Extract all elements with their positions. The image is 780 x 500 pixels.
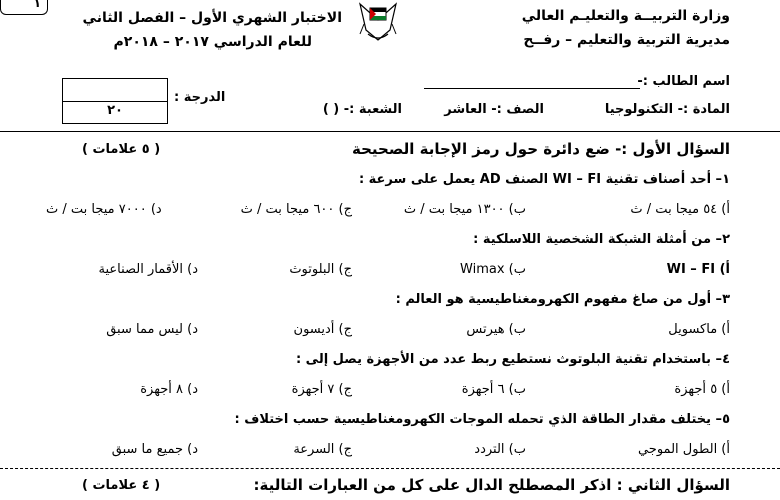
q1-item-5-option-a[interactable]: أ) الطول الموجي	[637, 442, 730, 457]
q1-title: السؤال الأول :- ضع دائرة حول رمز الإجابة الصحيحة	[351, 140, 730, 158]
q1-item-5-option-d[interactable]: د) جميع ما سبق	[111, 442, 198, 457]
q1-q2-divider	[0, 468, 780, 469]
q1-item-1-option-a[interactable]: أ) ٥٤ ميجا بت / ث	[630, 202, 730, 217]
palestine-emblem	[350, 0, 406, 44]
q1-item-4-option-a[interactable]: أ) ٥ أجهزة	[674, 382, 730, 397]
q1-item-3-option-a[interactable]: أ) ماكسويل	[668, 322, 730, 337]
q1-item-5-option-c[interactable]: ج) السرعة	[293, 442, 352, 457]
q1-item-5-text: ٥– يختلف مقدار الطاقة الذي تحمله الموجات الكهرومغناطيسية حسب اختلاف :	[234, 412, 730, 427]
q1-item-4-option-c[interactable]: ج) ٧ أجهزة	[291, 382, 352, 397]
academic-year: للعام الدراسي ٢٠١٧ – ٢٠١٨م	[113, 34, 312, 50]
student-name-label: اسم الطالب :-	[637, 74, 730, 89]
page-number-box	[0, 0, 48, 15]
q1-item-3-option-d[interactable]: د) ليس مما سبق	[106, 322, 198, 337]
exam-title: الاختبار الشهري الأول – الفصل الثاني	[82, 10, 342, 26]
score-label: الدرجة :	[174, 90, 226, 105]
q1-item-1-text: ١– أحد أصناف تقنية WI – FI الصنف AD يعمل على سرعة :	[358, 172, 730, 187]
header-divider	[0, 131, 780, 132]
section-label: الشعبة :- ( )	[322, 102, 402, 117]
q1-item-2-option-a[interactable]: أ) WI – FI	[666, 262, 730, 277]
q1-item-3-text: ٣– أول من صاغ مفهوم الكهرومغناطيسية هو العالم :	[395, 292, 730, 307]
ministry-name: وزارة التربيــة والتعليـم العالي	[521, 8, 730, 24]
q1-item-1-option-c[interactable]: ج) ٦٠٠ ميجا بت / ث	[240, 202, 352, 217]
grade-label: الصف :- العاشر	[444, 102, 544, 117]
q1-item-1-option-b[interactable]: ب) ١٣٠٠ ميجا بت / ث	[403, 202, 526, 217]
q1-item-3-option-c[interactable]: ج) أديسون	[293, 322, 352, 337]
q1-marks: ( ٥ علامات )	[82, 142, 161, 157]
q1-item-2-option-c[interactable]: ج) البلوتوث	[289, 262, 352, 277]
q1-item-2-text: ٢– من أمثلة الشبكة الشخصية اللاسلكية :	[473, 232, 730, 247]
score-input[interactable]	[63, 79, 167, 101]
q1-item-5-option-b[interactable]: ب) التردد	[474, 442, 526, 457]
score-box	[62, 78, 168, 124]
score-box-divider	[63, 101, 167, 102]
q1-item-3-option-b[interactable]: ب) هيرتس	[466, 322, 526, 337]
q2-title: السؤال الثاني : اذكر المصطلح الدال على كل من العبارات التالية:	[253, 476, 730, 494]
subject-label: المادة :- التكنولوجيا	[604, 102, 730, 117]
student-name-field[interactable]	[424, 88, 640, 89]
q1-item-4-option-d[interactable]: د) ٨ أجهزة	[140, 382, 198, 397]
q1-item-2-option-b[interactable]: ب) Wimax	[460, 262, 526, 277]
q1-item-4-text: ٤– باستخدام تقنية البلوتوث نستطيع ربط عدد من الأجهزة يصل إلى :	[295, 352, 730, 367]
directorate-name: مديرية التربية والتعليم – رفــح	[523, 32, 730, 48]
q1-item-2-option-d[interactable]: د) الأقمار الصناعية	[98, 262, 198, 277]
page-number: ١	[33, 0, 41, 10]
q1-item-1-option-d[interactable]: د) ٧٠٠٠ ميجا بت / ث	[46, 202, 162, 217]
total-score: ٢٠	[107, 103, 123, 118]
q1-item-4-option-b[interactable]: ب) ٦ أجهزة	[461, 382, 526, 397]
q2-marks: ( ٤ علامات )	[82, 478, 161, 493]
